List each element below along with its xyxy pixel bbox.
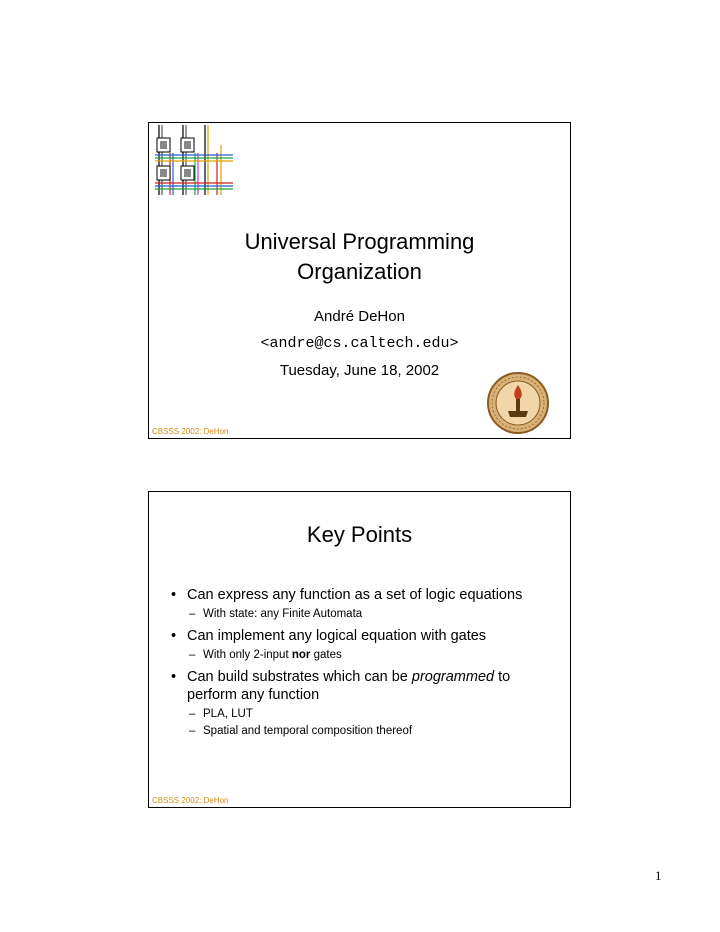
sub-list bbox=[187, 706, 563, 740]
fpga-grid-logo-icon bbox=[155, 125, 233, 197]
slide-1 bbox=[148, 122, 571, 439]
slide-2-title: Key Points bbox=[306, 522, 413, 547]
list-item bbox=[171, 668, 563, 740]
dash-icon: – bbox=[189, 725, 196, 737]
point-text-pre: Can build substrates which can be bbox=[187, 669, 412, 685]
dash-icon: – bbox=[189, 649, 196, 661]
sub-point-text: Spatial and temporal composition thereof bbox=[203, 725, 413, 737]
sub-list-item bbox=[189, 723, 563, 740]
point-text-emphasis: programmed bbox=[411, 669, 495, 685]
point-text-post: to perform any function bbox=[187, 669, 511, 703]
title-line-1: Universal Programming bbox=[244, 229, 475, 254]
sub-point-text-post: gates bbox=[310, 649, 342, 661]
sub-list bbox=[187, 606, 563, 623]
author-email: <andre@cs.caltech.edu> bbox=[260, 335, 459, 352]
slide-2-footer: CBSSS 2002: DeHon bbox=[152, 796, 229, 805]
dash-icon: – bbox=[189, 608, 196, 620]
bullet-icon: • bbox=[171, 669, 177, 685]
slide-1-footer: CBSSS 2002: DeHon bbox=[152, 427, 229, 436]
list-item bbox=[171, 627, 563, 664]
point-text: Can express any function as a set of logic equations bbox=[187, 587, 523, 603]
sub-list-item bbox=[189, 706, 563, 723]
bullet-icon: • bbox=[171, 587, 177, 603]
slide-2 bbox=[148, 491, 571, 808]
sub-point-bold: nor bbox=[291, 649, 311, 661]
title-line-2: Organization bbox=[297, 259, 422, 284]
bullet-icon: • bbox=[171, 628, 177, 644]
sub-point-text-pre: With only 2-input bbox=[203, 649, 292, 661]
sub-point-text: With state: any Finite Automata bbox=[203, 608, 363, 620]
point-text: Can implement any logical equation with gates bbox=[187, 628, 487, 644]
key-points-list bbox=[171, 582, 563, 740]
sub-list-item bbox=[189, 647, 563, 664]
page-number: 1 bbox=[655, 868, 662, 883]
presentation-date: Tuesday, June 18, 2002 bbox=[279, 362, 440, 379]
sub-list bbox=[187, 647, 563, 664]
list-item bbox=[171, 586, 563, 623]
sub-point-text: PLA, LUT bbox=[203, 708, 253, 720]
dash-icon: – bbox=[189, 708, 196, 720]
caltech-seal-icon bbox=[486, 371, 550, 435]
sub-list-item bbox=[189, 606, 563, 623]
author-name: André DeHon bbox=[314, 308, 405, 325]
slide-1-title bbox=[149, 227, 570, 287]
